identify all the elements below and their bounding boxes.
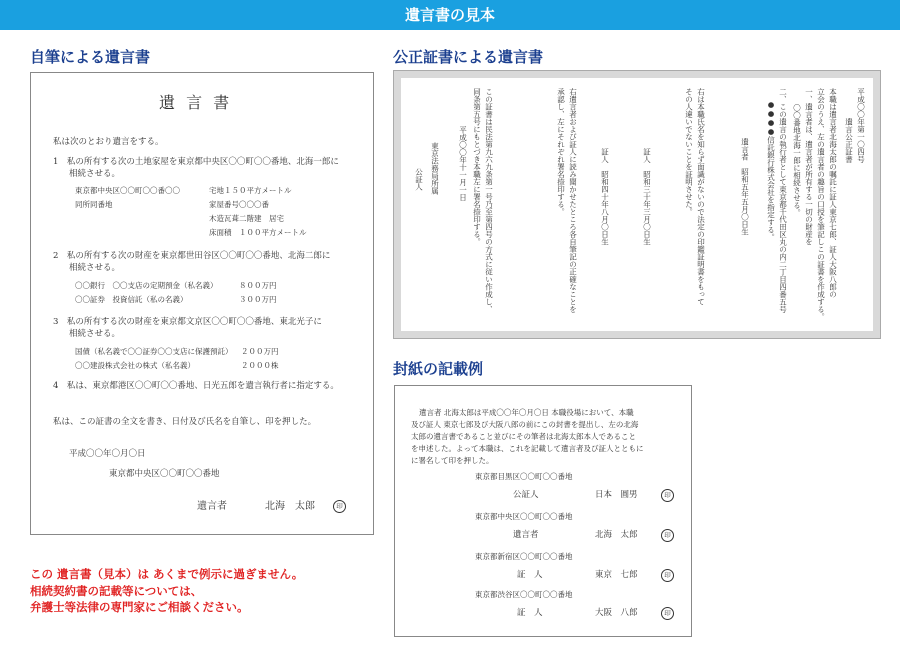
notarial-column: 一、遺言者は、遺言者が所有する一切の財産を	[804, 88, 814, 246]
page-banner: 遺言書の見本	[0, 0, 900, 30]
notarial-column: 右遺言者および証人に読み聞かせたところ各自筆記の正確なことを	[568, 88, 578, 313]
envelope-para-1: 遺言者 北海太郎は平成〇〇年〇月〇日 本職役場において、本職	[419, 408, 634, 417]
envelope-para-5: に署名して印を押した。	[411, 456, 494, 465]
entry-3-name: 東京 七郎	[595, 570, 638, 580]
notarial-column: 遺言公正証書	[844, 118, 854, 163]
disclaimer-notice	[30, 566, 303, 616]
notarial-column: ●●●●信託銀行株式会社を指定する。	[766, 100, 776, 241]
item1-row-1-left: 東京都中央区〇〇町〇〇番〇〇	[75, 186, 180, 195]
notarial-column: 遺言者 昭和五年五月〇日生	[740, 138, 750, 236]
intro-text: 私は次のとおり遺言をする。	[53, 137, 164, 147]
entry-2-role: 遺言者	[513, 530, 539, 540]
item2-row-2-right: ３００万円	[239, 295, 277, 304]
testator-name: 北海 太郎	[265, 501, 315, 512]
item3-line2: 相続させる。	[69, 329, 121, 339]
notarial-column: 二、この遺言の執行者として東京都千代田区丸の内二丁目四番五号	[778, 88, 788, 313]
notarial-heading: 公正証書による遺言書	[393, 48, 544, 66]
envelope-heading: 封紙の記載例	[393, 360, 484, 378]
entry-4-address: 東京都渋谷区〇〇町〇〇番地	[475, 590, 573, 599]
notice-line-3: 弁護士等法律の専門家にご相談ください。	[30, 600, 249, 615]
notarial-column: 証人 昭和四十年八月〇日生	[600, 148, 610, 246]
notarial-column: 東京法務局所属	[430, 142, 440, 195]
notice-line-2: 相続契約書の記載等については、	[30, 583, 203, 598]
notice-line-1: この 遺言書（見本）は あくまで例示に過ぎません。	[30, 567, 304, 581]
entry-4-role: 証 人	[517, 608, 543, 618]
entry-3-role: 証 人	[517, 570, 543, 580]
notarial-column: 右は本職氏名を知らず面識がないので法定の印鑑証明書をもって	[696, 88, 706, 306]
entry-4-name: 大阪 八郎	[595, 608, 638, 618]
holographic-heading: 自筆による遺言書	[30, 48, 151, 66]
entry-2-name: 北海 太郎	[595, 530, 638, 540]
notarial-column: 平成〇〇年十一月一日	[458, 126, 468, 201]
notarial-will-page	[401, 78, 873, 331]
seal-icon: 印	[661, 569, 674, 582]
item3-row-1-left: 国債（私名義で〇〇証券〇〇支店に保護預託）	[75, 347, 233, 356]
item1-line2: 相続させる。	[69, 169, 121, 179]
item4-text: 4 私は、東京都港区〇〇町〇〇番地、日光五郎を遺言執行者に指定する。	[53, 381, 339, 391]
will-date: 平成〇〇年〇月〇日	[69, 449, 146, 459]
item1-row-3-right: 木造瓦葺二階建 居宅	[209, 214, 284, 223]
item1-row-4-right: 床面積 １００平方メートル	[209, 228, 307, 237]
seal-icon: 印	[333, 500, 346, 513]
item2-line1: 2 私の所有する次の財産を東京都世田谷区〇〇町〇〇番地、北海二郎に	[53, 251, 331, 261]
envelope-para-4: を申述した。よって本職は、これを記載して遺言者及び証人とともに	[411, 444, 644, 453]
seal-icon: 印	[661, 489, 674, 502]
item1-row-2-right: 家屋番号〇〇〇番	[209, 200, 269, 209]
notarial-column: この証書は民法第九六九条第一号乃至第四号の方式に従い作成し、	[484, 88, 494, 313]
holographic-will-document	[30, 72, 374, 535]
entry-1-role: 公証人	[513, 490, 539, 500]
item2-row-1-left: 〇〇銀行 〇〇支店の定期預金（私名義）	[75, 281, 218, 290]
item3-row-2-right: ２０００株	[241, 361, 279, 370]
notarial-column: 同条第五号にもとづき本職左に署名捺印する。	[472, 88, 482, 246]
notarial-column: 証人 昭和三十年三月〇日生	[642, 148, 652, 246]
entry-3-address: 東京都新宿区〇〇町〇〇番地	[475, 552, 573, 561]
closing-text: 私は、この証書の全文を書き、日付及び氏名を自筆し、印を押した。	[53, 417, 317, 427]
entry-2-address: 東京都中央区〇〇町〇〇番地	[475, 512, 573, 521]
item3-line1: 3 私の所有する次の財産を東京都文京区〇〇町〇〇番地、東北光子に	[53, 317, 322, 327]
item3-row-1-right: ２００万円	[241, 347, 279, 356]
item2-row-1-right: ８００万円	[239, 281, 277, 290]
notarial-column: 平成〇〇年第一〇四号	[856, 88, 866, 163]
item1-row-1-right: 宅地１５０平方メートル	[209, 186, 292, 195]
testator-address: 東京都中央区〇〇町〇〇番地	[109, 469, 220, 479]
item2-row-2-left: 〇〇証券 投資信託（私の名義）	[75, 295, 188, 304]
notarial-will-document	[393, 70, 881, 339]
notarial-column: 〇〇番地北海一郎に相続させる。	[792, 104, 802, 217]
notarial-column: 公証人	[414, 168, 424, 191]
notarial-column: 承認し、左にそれぞれ署名捺印する。	[556, 88, 566, 216]
testator-label: 遺言者	[197, 501, 227, 512]
seal-icon: 印	[661, 607, 674, 620]
notarial-column: 立会のうえ、左の遺言者の趣旨の口授を筆記しこの証書を作成する。	[816, 88, 826, 321]
seal-icon: 印	[661, 529, 674, 542]
entry-1-name: 日本 圓男	[595, 490, 638, 500]
envelope-para-3: 太郎の遺言書であること並びにその筆者は北海太郎本人であること	[411, 432, 636, 441]
item1-row-2-left: 同所同番地	[75, 200, 113, 209]
envelope-document	[394, 385, 692, 637]
item3-row-2-left: 〇〇建設株式会社の株式（私名義）	[75, 361, 195, 370]
entry-1-address: 東京都目黒区〇〇町〇〇番地	[475, 472, 573, 481]
notarial-column: その人違いでないことを証明させた。	[684, 88, 694, 216]
doc-title: 遺 言 書	[159, 93, 233, 112]
item1-line1: 1 私の所有する次の土地家屋を東京都中央区〇〇町〇〇番地、北海一郎に	[53, 157, 339, 167]
item2-line2: 相続させる。	[69, 263, 121, 273]
envelope-para-2: 及び証人 東京七郎及び大阪八郎の前にこの封書を提出し、左の北海	[411, 420, 639, 429]
notarial-column: 本職は遺言者北海太郎の嘱託に証人東京七郎、証人大阪八郎の	[828, 88, 838, 298]
